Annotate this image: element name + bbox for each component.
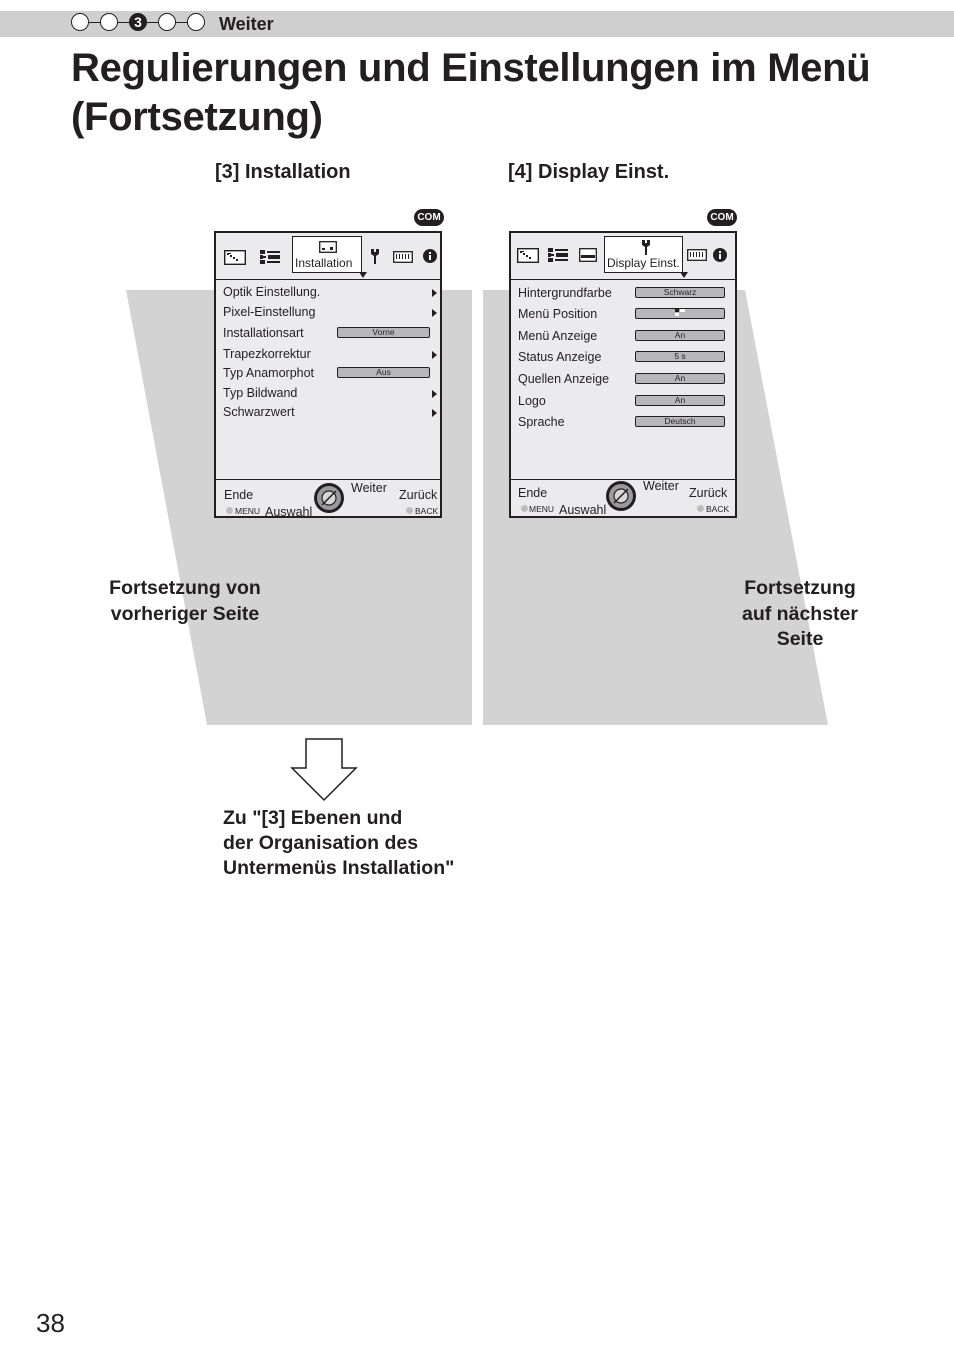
- submenu-arrow-icon: [432, 309, 437, 317]
- menu-item-optik-einstellung[interactable]: [223, 285, 437, 303]
- menu-item-hintergrundfarbe[interactable]: [518, 286, 732, 304]
- menu-item-label: Sprache: [518, 415, 565, 429]
- menu-item-sprache[interactable]: [518, 415, 732, 433]
- back-key-icon: [697, 505, 704, 512]
- menu-position-value[interactable]: [635, 308, 725, 319]
- back-key-icon: [406, 507, 413, 514]
- menu-item-label: Hintergrundfarbe: [518, 286, 612, 300]
- picture-tab-icon[interactable]: [224, 250, 246, 265]
- menu-item-menu-anzeige[interactable]: [518, 329, 732, 347]
- menu-item-value[interactable]: An: [635, 373, 725, 384]
- menu-item-schwarzwert[interactable]: [223, 405, 437, 423]
- menu-item-label: Schwarzwert: [223, 405, 295, 419]
- display-menu-panel: [509, 231, 737, 518]
- menu-item-label: Quellen Anzeige: [518, 372, 610, 386]
- submenu-arrow-icon: [432, 289, 437, 297]
- menu-key-label: MENU: [529, 504, 555, 514]
- note-continued-on-next: [720, 576, 880, 653]
- menu-tab-bar: [511, 233, 735, 280]
- menu-item-value[interactable]: Schwarz: [635, 287, 725, 298]
- information-tab-icon[interactable]: [713, 248, 727, 262]
- menu-item-label: Logo: [518, 394, 546, 408]
- tab-installation[interactable]: [292, 236, 362, 273]
- wrench-tab-icon[interactable]: [369, 248, 381, 265]
- menu-item-value[interactable]: Aus: [337, 367, 430, 378]
- menu-item-typ-bildwand[interactable]: [223, 386, 437, 404]
- menu-item-typ-anamorphot[interactable]: [223, 366, 437, 384]
- menu-item-value[interactable]: 5 s: [635, 351, 725, 362]
- page-number: 38: [36, 1308, 65, 1338]
- note-line: Seite: [776, 628, 824, 650]
- com-badge: COM: [707, 209, 737, 226]
- submenu-arrow-icon: [432, 351, 437, 359]
- back-label: Zurück: [399, 488, 438, 502]
- submenu-arrow-icon: [432, 390, 437, 398]
- menu-footer: [216, 479, 440, 517]
- note-continued-from-previous: [90, 576, 280, 627]
- select-label: Auswahl: [559, 503, 607, 517]
- menu-item-pixel-einstellung[interactable]: [223, 305, 437, 323]
- select-label: Auswahl: [265, 505, 313, 519]
- installation-tab-icon: [319, 241, 337, 253]
- installation-menu-panel: [214, 231, 442, 518]
- arrow-down-icon: [290, 738, 358, 802]
- display-tab-icon[interactable]: [687, 249, 707, 261]
- settings-list-tab-icon[interactable]: [260, 249, 280, 265]
- menu-position-icon: [675, 309, 685, 316]
- menu-tab-bar: [216, 233, 440, 280]
- tab-display-einst[interactable]: [604, 236, 683, 273]
- wrench-tab-icon: [640, 239, 652, 256]
- page-title: Regulierungen und Einstellungen im Menü (Fortsetzung): [71, 46, 871, 139]
- menu-item-label: Optik Einstellung.: [223, 285, 321, 299]
- menu-item-value[interactable]: Vorne: [337, 327, 430, 338]
- note-line: auf nächster: [742, 602, 858, 625]
- tab-pointer-icon: [359, 272, 367, 278]
- back-label: Zurück: [689, 486, 728, 500]
- section-title-display: [4] Display Einst.: [508, 161, 670, 183]
- menu-item-label: Typ Bildwand: [223, 386, 298, 400]
- menu-item-label: Menü Position: [518, 307, 598, 321]
- picture-tab-icon[interactable]: [517, 248, 539, 263]
- reference-line: der Organisation des: [223, 832, 419, 854]
- back-key-label: BACK: [415, 506, 439, 516]
- menu-key-icon: [226, 507, 233, 514]
- menu-item-label: Trapezkorrektur: [223, 347, 311, 361]
- menu-item-value[interactable]: Deutsch: [635, 416, 725, 427]
- note-line: Fortsetzung: [744, 577, 856, 599]
- information-tab-icon[interactable]: [423, 249, 437, 263]
- menu-item-label: Typ Anamorphot: [223, 366, 315, 380]
- reference-line: Zu "[3] Ebenen und: [223, 807, 403, 829]
- menu-item-installationsart[interactable]: [223, 326, 437, 344]
- header-label: Weiter: [219, 14, 274, 34]
- menu-footer: [511, 479, 735, 517]
- tab-label: Installation: [295, 256, 353, 270]
- next-section-reference: [223, 806, 523, 881]
- next-label: Weiter: [643, 479, 679, 493]
- menu-key-icon: [521, 505, 528, 512]
- submenu-arrow-icon: [432, 409, 437, 417]
- menu-item-label: Pixel-Einstellung: [223, 305, 316, 319]
- menu-item-label: Status Anzeige: [518, 350, 602, 364]
- menu-item-label: Installationsart: [223, 326, 304, 340]
- reference-line: Untermenüs Installation": [223, 857, 455, 879]
- tab-label: Display Einst.: [607, 256, 680, 270]
- navigation-dial-icon: [605, 480, 637, 512]
- menu-item-logo[interactable]: [518, 394, 732, 412]
- installation-tab-icon[interactable]: [579, 248, 597, 262]
- menu-item-value[interactable]: An: [635, 330, 725, 341]
- end-label: Ende: [224, 488, 254, 502]
- menu-item-trapezkorrektur[interactable]: [223, 347, 437, 365]
- com-badge: COM: [414, 209, 444, 226]
- note-line: vorheriger Seite: [110, 602, 260, 625]
- end-label: Ende: [518, 486, 548, 500]
- next-label: Weiter: [351, 481, 387, 495]
- tab-pointer-icon: [680, 272, 688, 278]
- settings-list-tab-icon[interactable]: [548, 247, 568, 263]
- menu-item-menu-position[interactable]: [518, 307, 732, 325]
- step-indicator-3: 3: [129, 13, 147, 31]
- menu-item-status-anzeige[interactable]: [518, 350, 732, 368]
- display-tab-icon[interactable]: [393, 251, 413, 263]
- note-line: Fortsetzung von: [109, 577, 261, 599]
- menu-item-label: Menü Anzeige: [518, 329, 598, 343]
- navigation-dial-icon: [313, 482, 345, 514]
- menu-item-quellen-anzeige[interactable]: [518, 372, 732, 390]
- section-title-installation: [3] Installation: [215, 161, 351, 183]
- menu-key-label: MENU: [235, 506, 261, 516]
- back-key-label: BACK: [706, 504, 730, 514]
- menu-item-value[interactable]: An: [635, 395, 725, 406]
